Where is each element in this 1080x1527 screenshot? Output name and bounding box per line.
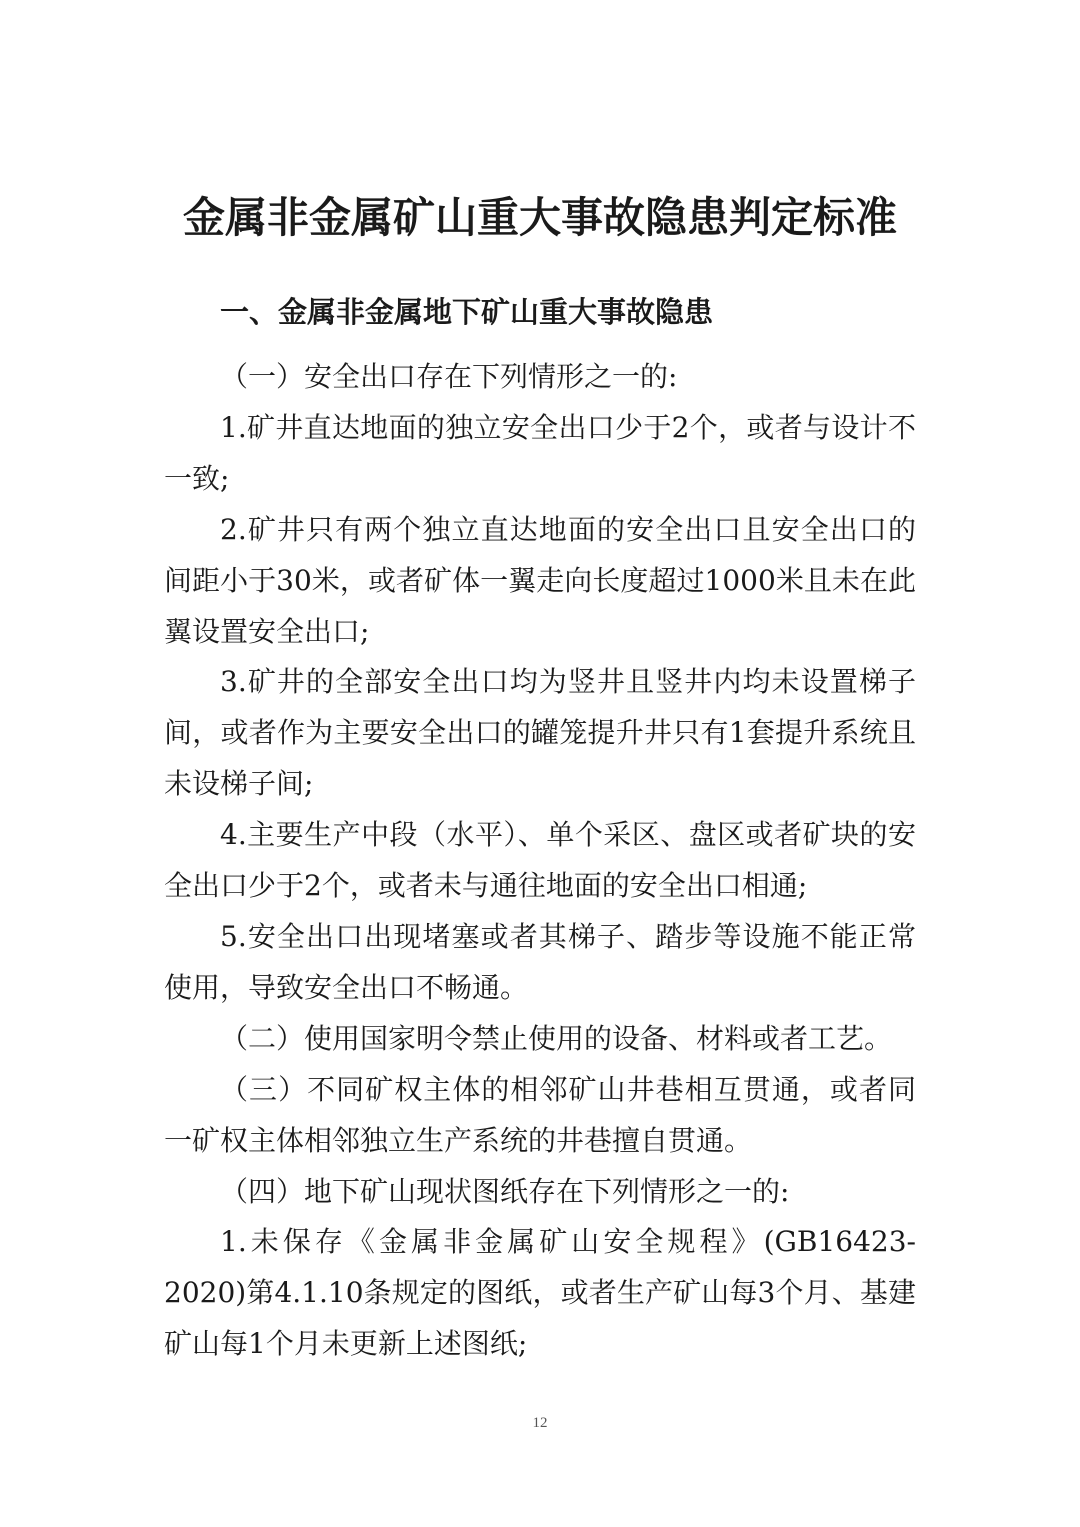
document-title: 金属非金属矿山重大事故隐患判定标准 — [182, 193, 897, 242]
paragraph-item-3: （三）不同矿权主体的相邻矿山井巷相互贯通，或者同一矿权主体相邻独立生产系统的井巷擅自贯通。 — [164, 1072, 916, 1157]
paragraph-item-4-heading: （四）地下矿山现状图纸存在下列情形之一的: — [220, 1174, 790, 1208]
paragraph-item-1-1: 1.矿井直达地面的独立安全出口少于2个，或者与设计不一致; — [164, 410, 916, 495]
section-heading: 一、金属非金属地下矿山重大事故隐患 — [220, 295, 714, 329]
paragraph-item-1-heading: （一）安全出口存在下列情形之一的: — [220, 360, 678, 393]
paragraph-item-4-1: 1.未保存《金属非金属矿山安全规程》(GB16423-2020)第4.1.10条规定的图纸，或者生产矿山每3个月、基建矿山每1个月未更新上述图纸; — [164, 1225, 916, 1361]
page-number: 12 — [532, 1415, 548, 1431]
document-body — [164, 352, 916, 1370]
paragraph-item-1-3: 3.矿井的全部安全出口均为竖井且竖井内均未设置梯子间，或者作为主要安全出口的罐笼提升井只有1套提升系统且未设梯子间; — [164, 665, 916, 801]
paragraph-item-1-5: 5.安全出口出现堵塞或者其梯子、踏步等设施不能正常使用，导致安全出口不畅通。 — [164, 919, 916, 1004]
paragraph-item-1-2: 2.矿井只有两个独立直达地面的安全出口且安全出口的间距小于30米，或者矿体一翼走向长度超过1000米且未在此翼设置安全出口; — [164, 512, 916, 648]
paragraph-item-1-4: 4.主要生产中段（水平）、单个采区、盘区或者矿块的安全出口少于2个，或者未与通往地面的安全出口相通; — [164, 818, 916, 903]
paragraph-item-2: （二）使用国家明令禁止使用的设备、材料或者工艺。 — [220, 1021, 893, 1055]
